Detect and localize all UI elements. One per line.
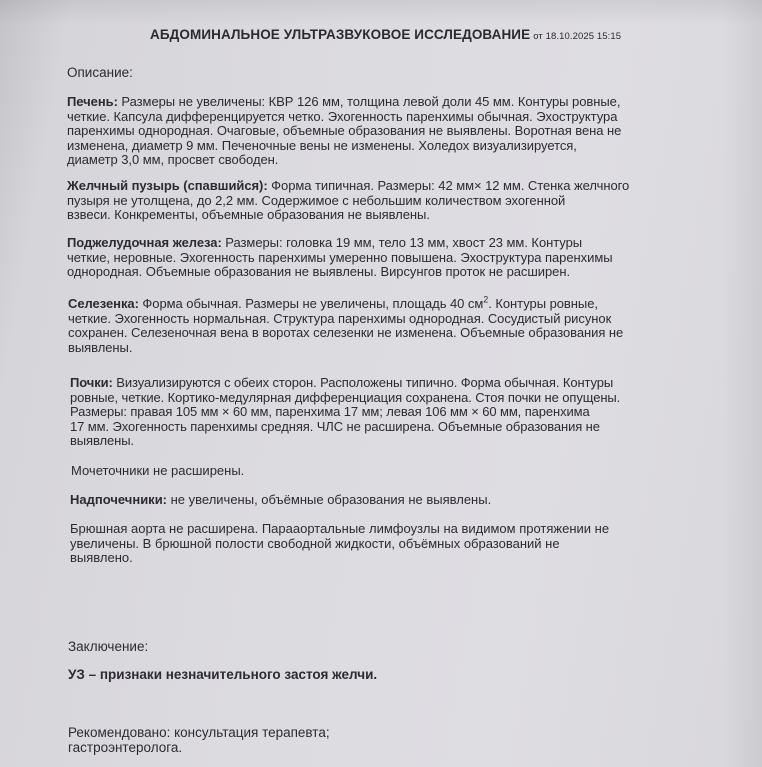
liver-line-2: четкие. Капсула дифференцируется четко. Эхогенность паренхимы обычная. Эхоструктура xyxy=(67,108,618,124)
aorta-line-3: выявлено. xyxy=(70,550,133,565)
kidneys-section xyxy=(70,376,620,449)
ureters-line: Мочеточники не расширены. xyxy=(71,463,245,478)
description-label: Описание: xyxy=(67,65,133,80)
liver-line-4: изменена, диаметр 9 мм. Печеночные вены не изменены. Холедох визуализируется, xyxy=(67,137,577,153)
recommendation-section xyxy=(68,725,330,755)
gallbladder-text-1: Форма типичная. Размеры: 42 мм× 12 мм. Стенка желчного xyxy=(267,178,630,193)
kidneys-line-3: Размеры: правая 105 мм × 60 мм, паренхима 17 мм; левая 106 мм × 60 мм, паренхима xyxy=(70,404,590,419)
kidneys-line-1 xyxy=(70,376,620,391)
recommendation-line-1: Рекомендовано: консультация терапевта; xyxy=(68,725,330,740)
spleen-sup: 2 xyxy=(483,294,489,305)
kidneys-line-4: 17 мм. Эхогенность паренхимы средняя. ЧЛС не расширена. Объемные образования не xyxy=(70,418,600,434)
gallbladder-line-2: пузыря не утолщена, до 2,2 мм. Содержимое с небольшим количеством эхогенной xyxy=(67,192,566,208)
aorta-line-1: Брюшная аорта не расширена. Парааортальные лимфоузлы на видимом протяжении не xyxy=(70,521,610,536)
liver-line-5: диаметр 3,0 мм, просвет свободен. xyxy=(67,152,279,167)
spleen-line-2: четкие. Эхогенность нормальная. Структура паренхимы однородная. Сосудистый рисунок xyxy=(68,310,612,326)
report-date: от 18.10.2025 15:15 xyxy=(533,31,622,42)
kidneys-label: Почки: xyxy=(70,375,113,390)
adrenals-line xyxy=(70,493,491,508)
gallbladder-section xyxy=(67,179,629,223)
pancreas-text-1: Размеры: головка 19 мм, тело 13 мм, хвост 23 мм. Контуры xyxy=(221,235,583,250)
spleen-line-1 xyxy=(68,294,623,312)
gallbladder-line-3: взвеси. Конкременты, объемные образования не выявлены. xyxy=(67,207,430,222)
pancreas-line-2: четкие, неровные. Эхогенность паренхимы умеренно повышена. Эхоструктура паренхимы xyxy=(67,249,613,265)
pancreas-label: Поджелудочная железа: xyxy=(67,235,222,250)
spleen-label: Селезенка: xyxy=(68,296,139,311)
report-title-text: АБДОМИНАЛЬНОЕ УЛЬТРАЗВУКОВОЕ ИССЛЕДОВАНИЕ xyxy=(150,27,531,42)
liver-line-3: паренхимы однородная. Очаговые, объемные образования не выявлены. Воротная вена не xyxy=(67,123,622,138)
page-shadow-right xyxy=(722,0,762,767)
aorta-section xyxy=(70,522,609,566)
spleen-line-3: сохранен. Селезеночная вена в воротах селезенки не изменена. Объемные образования не xyxy=(68,325,624,340)
spleen-line-4: выявлены. xyxy=(68,339,133,355)
kidneys-text-1: Визуализируются с обеих сторон. Расположены типично. Форма обычная. Контуры xyxy=(112,375,614,390)
pancreas-line-1 xyxy=(67,236,613,251)
gallbladder-line-1 xyxy=(67,179,629,194)
adrenals-text: не увеличены, объёмные образования не выявлены. xyxy=(167,492,492,507)
recommendation-line-2: гастроэнтеролога. xyxy=(68,740,183,755)
kidneys-line-5: выявлены. xyxy=(70,433,134,448)
gallbladder-label: Желчный пузырь (спавшийся): xyxy=(67,178,268,193)
kidneys-line-2: ровные, четкие. Кортико-медулярная дифференциация сохранена. Стоя почки не опущены. xyxy=(70,389,621,405)
conclusion-text: УЗ – признаки незначительного застоя желчи. xyxy=(68,667,378,682)
pancreas-section xyxy=(67,236,613,280)
spleen-text-1-end: . Контуры ровные, xyxy=(488,296,598,311)
liver-section xyxy=(67,95,621,168)
spleen-section xyxy=(68,294,624,355)
aorta-line-2: увеличены. В брюшной полости свободной жидкости, объёмных образований не xyxy=(70,535,560,551)
liver-line-1 xyxy=(67,95,621,110)
pancreas-line-3: однородная. Объемные образования не выявлены. Вирсунгов проток не расширен. xyxy=(67,264,571,279)
adrenals-label: Надпочечники: xyxy=(70,492,168,507)
page-shadow-top xyxy=(0,0,762,25)
report-title xyxy=(150,27,621,42)
liver-text-1: Размеры не увеличены: КВР 126 мм, толщина левой доли 45 мм. Контуры ровные, xyxy=(117,94,621,109)
spleen-text-1: Форма обычная. Размеры не увеличены, площадь 40 см xyxy=(138,296,484,311)
conclusion-label: Заключение: xyxy=(68,639,149,654)
liver-label: Печень: xyxy=(67,94,118,109)
